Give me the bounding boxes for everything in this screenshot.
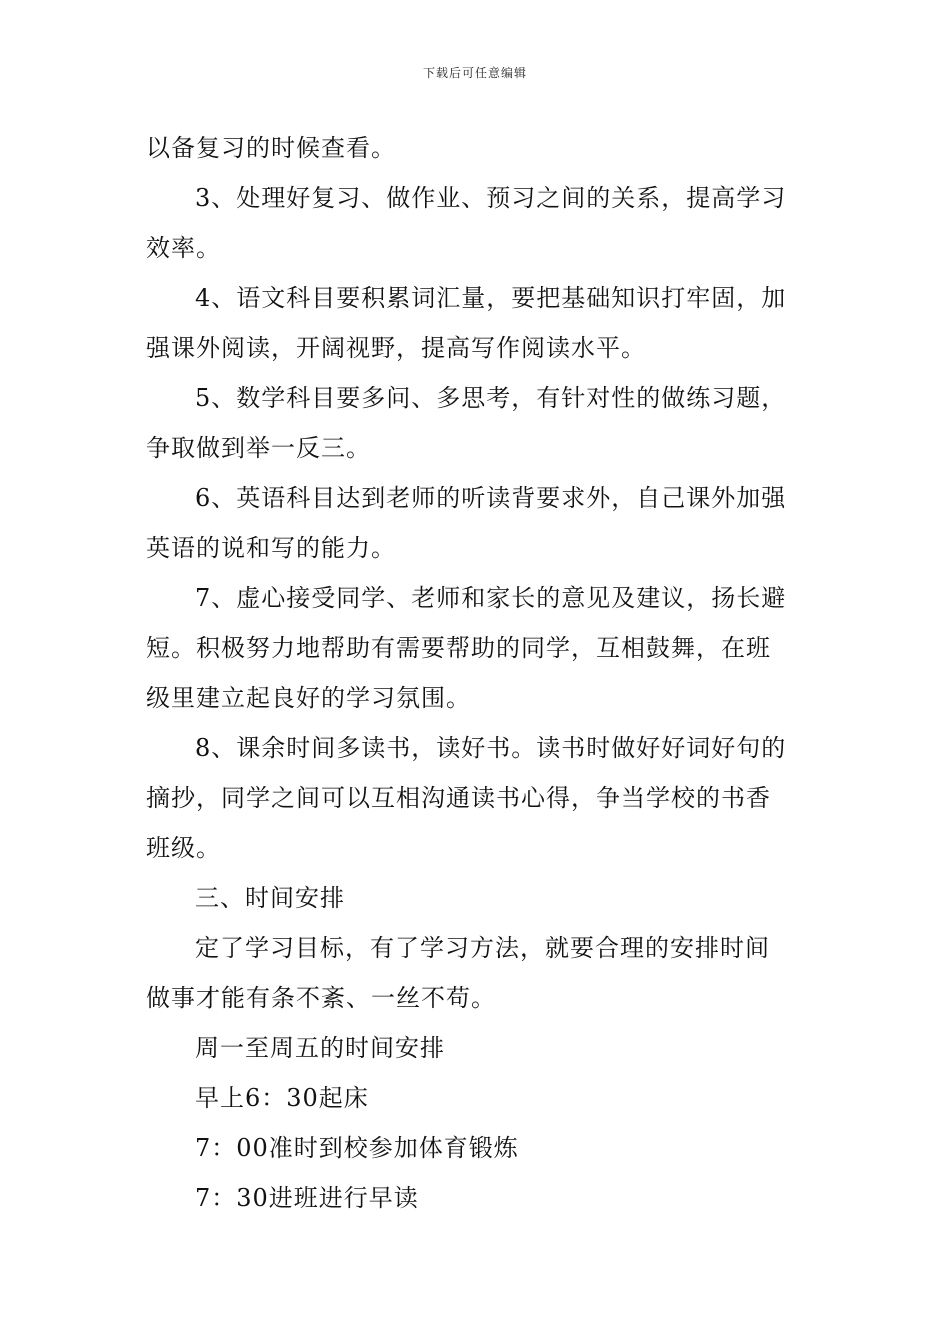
text-line: 7、虚心接受同学、老师和家长的意见及建议，扬长避 — [195, 584, 787, 612]
text-line: 周一至周五的时间安排 — [195, 1034, 445, 1062]
text-line: 早上6：30起床 — [195, 1084, 369, 1112]
text-line: 以备复习的时候查看。 — [146, 134, 396, 162]
text-line: 8、课余时间多读书，读好书。读书时做好好词好句的 — [195, 734, 787, 762]
text-line: 7：00准时到校参加体育锻炼 — [195, 1134, 519, 1162]
page-header: 下载后可任意编辑 — [422, 66, 527, 80]
text-line: 定了学习目标，有了学习方法，就要合理的安排时间 — [195, 934, 770, 962]
section-heading: 三、时间安排 — [195, 884, 345, 912]
text-line: 级里建立起良好的学习氛围。 — [146, 684, 471, 712]
text-line: 班级。 — [146, 834, 221, 862]
text-line: 4、语文科目要积累词汇量，要把基础知识打牢固，加 — [195, 284, 787, 312]
text-line: 效率。 — [146, 234, 221, 262]
text-line: 3、处理好复习、做作业、预习之间的关系，提高学习 — [195, 184, 787, 212]
text-line: 英语的说和写的能力。 — [146, 534, 396, 562]
text-line: 做事才能有条不紊、一丝不苟。 — [146, 984, 496, 1012]
text-line: 短。积极努力地帮助有需要帮助的同学，互相鼓舞，在班 — [146, 634, 771, 662]
text-line: 7：30进班进行早读 — [195, 1184, 419, 1212]
text-line: 争取做到举一反三。 — [146, 434, 371, 462]
text-line: 5、数学科目要多问、多思考，有针对性的做练习题， — [195, 384, 787, 412]
text-line: 摘抄，同学之间可以互相沟通读书心得，争当学校的书香 — [146, 784, 771, 812]
text-line: 6、英语科目达到老师的听读背要求外，自己课外加强 — [195, 484, 787, 512]
text-line: 强课外阅读，开阔视野，提高写作阅读水平。 — [146, 334, 646, 362]
